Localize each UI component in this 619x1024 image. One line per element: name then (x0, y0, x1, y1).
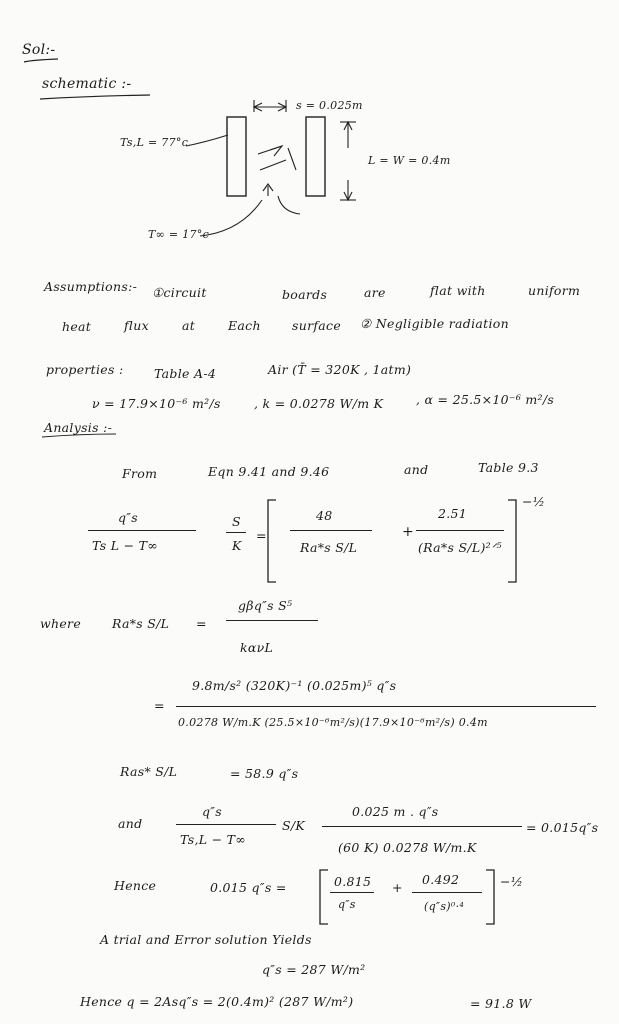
analysis-label: Analysis :- (44, 420, 113, 435)
trial-value: q″s = 287 W/m² (262, 962, 366, 977)
analysis-eqn: Eqn 9.41 and 9.46 (208, 464, 330, 479)
analysis-from: From (122, 466, 158, 481)
ras-result-lhs: Ras* S/L (120, 764, 178, 779)
fraction-bar (290, 530, 372, 531)
where-ras: Ra*s S/L (112, 616, 170, 631)
assumption-1: ①circuit (152, 285, 207, 300)
surface-temp-label: Ts,L = 77°c (120, 136, 189, 149)
assumption-word: Each (228, 318, 261, 333)
where-denominator: kανL (240, 640, 274, 655)
term2-denominator: (Ra*s S/L)²ᐟ⁵ (418, 540, 502, 555)
fraction-bar (330, 892, 374, 893)
hence-term1-denominator: q″s (338, 898, 356, 911)
term1-denominator: Ra*s S/L (300, 540, 358, 555)
where-numerator: gβq″s S⁵ (238, 598, 293, 613)
assumption-2: ② Negligible radiation (360, 316, 509, 331)
sol-heading: Sol:- (22, 42, 56, 58)
where-equals: = (196, 616, 207, 631)
fraction-bar (226, 620, 318, 621)
eq-plus: + (402, 524, 415, 540)
and-lhs-numerator: q″s (202, 804, 222, 819)
hence-term1-numerator: 0.815 (334, 874, 372, 889)
where-numerator-2: 9.8m/s² (320K)⁻¹ (0.025m)⁵ q″s (192, 678, 397, 693)
hence-plus: + (392, 880, 403, 895)
eq-lhs-denominator: Ts L − T∞ (92, 538, 158, 553)
fraction-bar (176, 706, 596, 707)
term1-numerator: 48 (316, 508, 333, 523)
ambient-temp-label: T∞ = 17°c (148, 228, 210, 241)
properties-label: properties : (46, 362, 124, 377)
hence-lhs: 0.015 q″s = (210, 880, 287, 895)
hence-label: Hence (114, 878, 157, 893)
assumption-word: at (182, 318, 196, 333)
assumption-word: surface (292, 318, 342, 333)
spacing-label: s = 0.025m (296, 99, 363, 112)
final-result: = 91.8 W (470, 996, 532, 1011)
property-k: , k = 0.0278 W/m K (254, 396, 384, 411)
eq-s-denominator: K (232, 538, 242, 553)
hence-term2-denominator: (q″s)⁰·⁴ (424, 900, 465, 913)
fraction-bar (416, 530, 504, 531)
eq-lhs-numerator: q″s (118, 510, 138, 525)
trial-text: A trial and Error solution Yields (100, 932, 312, 947)
length-label: L = W = 0.4m (368, 154, 451, 167)
fraction-bar (88, 530, 196, 531)
and-result: = 0.015q″s (526, 820, 599, 835)
fraction-bar (412, 892, 482, 893)
fraction-bar (176, 824, 276, 825)
eq-s-numerator: S (232, 514, 241, 529)
properties-air: Air (T̄ = 320K , 1atm) (268, 362, 412, 377)
assumption-word: flat with (430, 283, 486, 298)
hence-term2-numerator: 0.492 (422, 872, 460, 887)
where-label: where (40, 616, 82, 631)
assumptions-label: Assumptions:- (44, 279, 138, 294)
where-equals-2: = (154, 698, 165, 713)
assumption-word: flux (124, 318, 149, 333)
ras-result-value: = 58.9 q″s (230, 766, 299, 781)
assumption-word: boards (282, 287, 328, 302)
assumption-word: uniform (528, 283, 581, 298)
bracket-exponent: −½ (522, 494, 546, 509)
analysis-table: Table 9.3 (478, 460, 539, 475)
analysis-and: and (404, 462, 429, 477)
schematic-heading: schematic :- (42, 76, 132, 92)
term2-numerator: 2.51 (438, 506, 468, 521)
property-alpha: , α = 25.5×10⁻⁶ m²/s (416, 392, 555, 407)
and-numerator: 0.025 m . q″s (352, 804, 439, 819)
fraction-bar (226, 532, 246, 533)
where-denominator-2: 0.0278 W/m.K (25.5×10⁻⁶m²/s)(17.9×10⁻⁶m²/s) 0.4m (178, 716, 488, 729)
eq-equals: = (256, 528, 267, 543)
assumption-word: heat (62, 319, 92, 334)
and-denominator: (60 K) 0.0278 W/m.K (338, 840, 477, 855)
property-nu: ν = 17.9×10⁻⁶ m²/s (92, 396, 221, 411)
and-label: and (118, 816, 143, 831)
assumption-word: are (364, 285, 386, 300)
fraction-bar (322, 826, 522, 827)
hence-exponent: −½ (500, 874, 524, 889)
properties-table: Table A-4 (154, 366, 217, 381)
and-s-over-k: S/K (282, 818, 306, 833)
final-text: Hence q = 2Asq″s = 2(0.4m)² (287 W/m²) (80, 994, 354, 1009)
and-lhs-denominator: Ts,L − T∞ (180, 832, 246, 847)
